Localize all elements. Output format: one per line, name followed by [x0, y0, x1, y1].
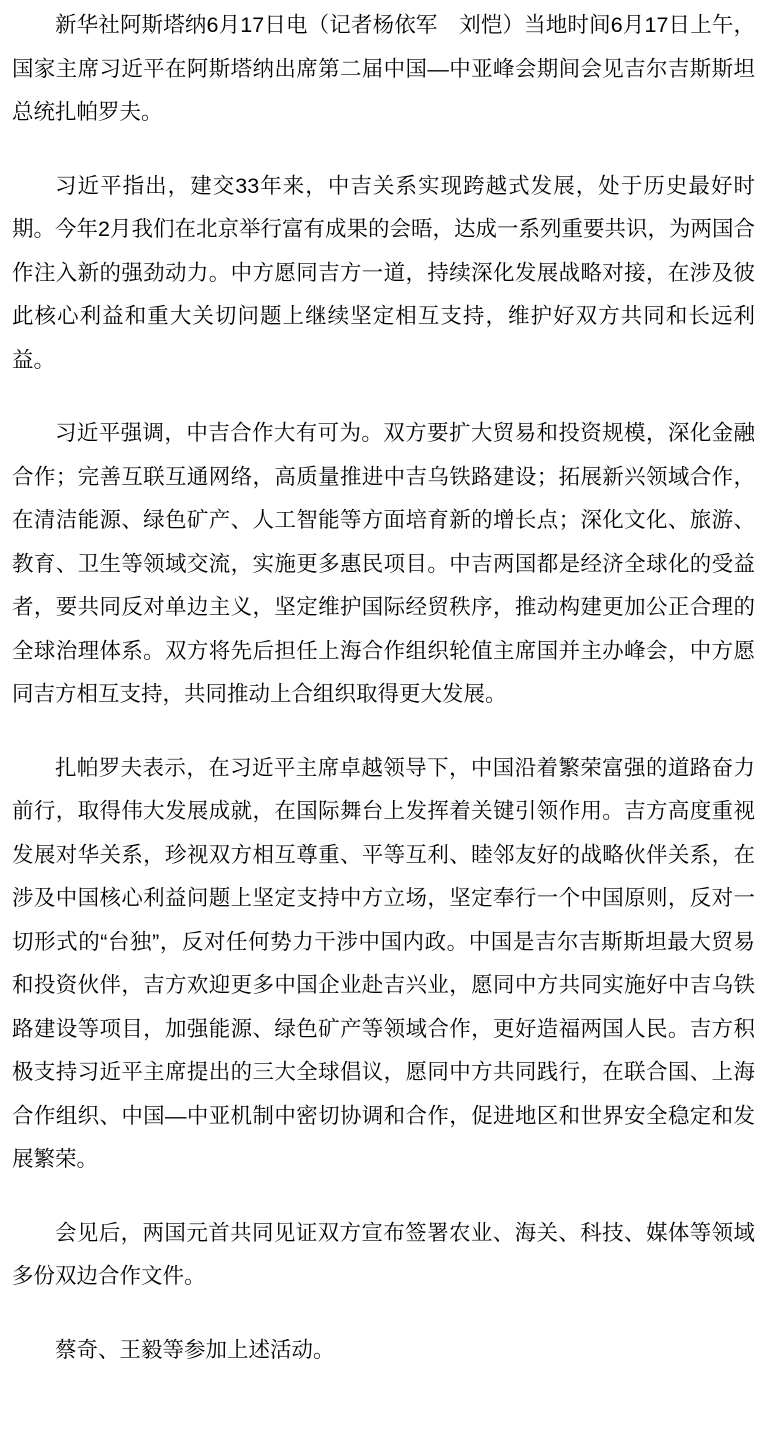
article-paragraph: 习近平强调，中吉合作大有可为。双方要扩大贸易和投资规模，深化金融合作；完善互联互通网络，高质量推进中吉乌铁路建设；拓展新兴领域合作，在清洁能源、绿色矿产、人工智能等方面培育新的增长点；深化文化、旅游、教育、卫生等领域交流，实施更多惠民项目。中吉两国都是经济全球化的受益者，要共同反对单边主义，坚定维护国际经贸秩序，推动构建更加公正合理的全球治理体系。双方将先后担任上海合作组织轮值主席国并主办峰会，中方愿同吉方相互支持，共同推动上合组织取得更大发展。 — [12, 421, 755, 706]
article-paragraph: 会见后，两国元首共同见证双方宣布签署农业、海关、科技、媒体等领域多份双边合作文件。 — [12, 1220, 755, 1288]
article-paragraph: 扎帕罗夫表示，在习近平主席卓越领导下，中国沿着繁荣富强的道路奋力前行，取得伟大发展成就，在国际舞台上发挥着关键引领作用。吉方高度重视发展对华关系，珍视双方相互尊重、平等互利、睦邻友好的战略伙伴关系，在涉及中国核心利益问题上坚定支持中方立场，坚定奉行一个中国原则，反对一切形式的“台独”，反对任何势力干涉中国内政。中国是吉尔吉斯斯坦最大贸易和投资伙伴，吉方欢迎更多中国企业赴吉兴业，愿同中方共同实施好中吉乌铁路建设等项目，加强能源、绿色矿产等领域合作，更好造福两国人民。吉方积极支持习近平主席提出的三大全球倡议，愿同中方共同践行，在联合国、上海合作组织、中国—中亚机制中密切协调和合作，促进地区和世界安全稳定和发展繁荣。 — [12, 755, 755, 1171]
article-paragraph: 习近平指出，建交33年来，中吉关系实现跨越式发展，处于历史最好时期。今年2月我们在北京举行富有成果的会晤，达成一系列重要共识，为两国合作注入新的强劲动力。中方愿同吉方一道，持续深化发展战略对接，在涉及彼此核心利益和重大关切问题上继续坚定相互支持，维护好双方共同和长远利益。 — [12, 173, 755, 372]
article-paragraph-attendees: 蔡奇、王毅等参加上述活动。 — [55, 1337, 335, 1362]
article-paragraph-lead: 新华社阿斯塔纳6月17日电（记者杨依军 刘恺）当地时间6月17日上午，国家主席习近平在阿斯塔纳出席第二届中国—中亚峰会期间会见吉尔吉斯斯坦总统扎帕罗夫。 — [12, 13, 755, 124]
